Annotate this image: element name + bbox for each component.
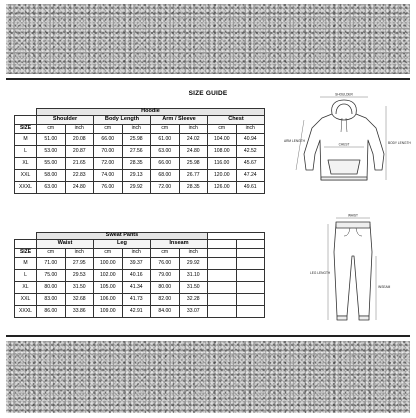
table-cell: 100.00	[94, 257, 123, 269]
unit-header: inch	[179, 125, 208, 134]
table-cell: 75.00	[37, 269, 66, 281]
table-cell: 41.73	[122, 294, 151, 306]
table-empty-cell	[208, 281, 237, 293]
table-cell: 41.34	[122, 281, 151, 293]
table-cell: 28.35	[122, 157, 151, 169]
table-cell: 72.00	[94, 157, 123, 169]
table-cell: 74.00	[94, 170, 123, 182]
table-empty-cell	[236, 257, 265, 269]
table-empty-cell	[208, 269, 237, 281]
table-cell: 20.08	[65, 133, 94, 145]
hoodie-diagram	[282, 92, 411, 192]
table-cell: 27.95	[65, 257, 94, 269]
group-header: Arm / Sleeve	[151, 116, 208, 125]
kangaroo-pocket	[328, 160, 360, 174]
table-row	[15, 281, 265, 293]
table-cell: 120.00	[208, 170, 237, 182]
body-length-label: BODY LENGTH	[388, 141, 411, 145]
table-row	[15, 294, 265, 306]
table-cell: 32.68	[65, 294, 94, 306]
size-column-header: SIZE	[15, 249, 37, 258]
table-cell: 55.00	[37, 157, 66, 169]
table-empty-cell	[208, 233, 265, 240]
size-cell: XXL	[15, 170, 37, 182]
table-empty-corner	[15, 240, 37, 249]
left-cuff	[337, 316, 347, 320]
sweatpants-diagram	[306, 212, 396, 330]
table-cell: 104.00	[208, 133, 237, 145]
table-row	[15, 306, 265, 318]
table-cell: 24.80	[65, 182, 94, 194]
pants-shape	[334, 224, 372, 316]
size-cell: XXXL	[15, 306, 37, 318]
table-cell: 108.00	[208, 145, 237, 157]
table-cell: 29.92	[179, 257, 208, 269]
unit-header: inch	[179, 249, 208, 258]
table-cell: 79.00	[151, 269, 180, 281]
arm-length-label: ARM LENGTH	[284, 139, 305, 143]
table-cell: 49.61	[236, 182, 265, 194]
group-header: Chest	[208, 116, 265, 125]
size-guide-sheet	[6, 78, 410, 337]
table-cell: 29.53	[65, 269, 94, 281]
size-cell: M	[15, 257, 37, 269]
table-cell: 63.00	[151, 145, 180, 157]
table-cell: 106.00	[94, 294, 123, 306]
unit-header: cm	[37, 249, 66, 258]
group-header: Shoulder	[37, 116, 94, 125]
table-cell: 20.87	[65, 145, 94, 157]
table-empty-cell	[236, 306, 265, 318]
table-cell: 25.98	[179, 157, 208, 169]
table-cell: 82.00	[151, 294, 180, 306]
table-cell: 61.00	[151, 133, 180, 145]
right-cuff	[359, 316, 369, 320]
table-cell: 76.00	[151, 257, 180, 269]
unit-header: cm	[151, 249, 180, 258]
size-cell: XXXL	[15, 182, 37, 194]
table-cell: 102.00	[94, 269, 123, 281]
table-cell: 80.00	[151, 281, 180, 293]
hoodie-hem	[321, 177, 367, 180]
table-cell: 24.80	[179, 145, 208, 157]
table-cell: 40.16	[122, 269, 151, 281]
table-cell: 63.00	[37, 182, 66, 194]
table-cell: 84.00	[151, 306, 180, 318]
table-cell: 25.98	[122, 133, 151, 145]
unit-header: cm	[94, 125, 123, 134]
table-cell: 47.24	[236, 170, 265, 182]
waist-label: WAIST	[348, 213, 358, 218]
unit-header: cm	[151, 125, 180, 134]
table-row	[15, 257, 265, 269]
table-cell: 40.94	[236, 133, 265, 145]
table-empty-corner	[15, 109, 37, 116]
table-cell: 51.00	[37, 133, 66, 145]
table-cell: 109.00	[94, 306, 123, 318]
unit-header: inch	[122, 125, 151, 134]
table-cell: 126.00	[208, 182, 237, 194]
hoodie-size-table	[14, 108, 265, 194]
table-cell: 68.00	[151, 170, 180, 182]
table-row	[15, 157, 265, 169]
table-cell: 31.50	[179, 281, 208, 293]
table-row	[15, 182, 265, 194]
unit-header: inch	[65, 125, 94, 134]
group-header: Leg	[94, 240, 151, 249]
table-row	[15, 133, 265, 145]
table-row	[15, 269, 265, 281]
unit-header: inch	[236, 125, 265, 134]
shoulder-label: SHOULDER	[335, 92, 353, 97]
unit-header: cm	[37, 125, 66, 134]
leg-length-label: LEG LENGTH	[310, 271, 331, 275]
table-cell: 42.52	[236, 145, 265, 157]
unit-header: inch	[122, 249, 151, 258]
table-cell: 32.28	[179, 294, 208, 306]
page-title: SIZE GUIDE	[188, 90, 228, 97]
group-header: Body Length	[94, 116, 151, 125]
size-cell: L	[15, 145, 37, 157]
table-cell: 71.00	[37, 257, 66, 269]
table-empty-cell	[208, 249, 237, 258]
table-cell: 39.37	[122, 257, 151, 269]
table-cell: 76.00	[94, 182, 123, 194]
table-empty-cell	[236, 240, 265, 249]
table-empty-corner	[15, 233, 37, 240]
decorative-texture-bottom	[6, 341, 410, 413]
table-empty-cell	[208, 240, 237, 249]
table-cell: 21.65	[65, 157, 94, 169]
table-cell: 24.02	[179, 133, 208, 145]
hood-shape	[332, 100, 357, 120]
table-empty-cell	[208, 294, 237, 306]
table-empty-cell	[236, 281, 265, 293]
size-cell: M	[15, 133, 37, 145]
unit-header: cm	[94, 249, 123, 258]
table-cell: 105.00	[94, 281, 123, 293]
table-row	[15, 145, 265, 157]
size-cell: L	[15, 269, 37, 281]
table-empty-corner	[15, 116, 37, 125]
table-cell: 27.56	[122, 145, 151, 157]
table-row	[15, 170, 265, 182]
pants-size-table	[14, 232, 265, 318]
table-cell: 83.00	[37, 294, 66, 306]
table-empty-cell	[236, 294, 265, 306]
table-cell: 86.00	[37, 306, 66, 318]
table-cell: 31.50	[65, 281, 94, 293]
table-cell: 28.35	[179, 182, 208, 194]
waistband	[336, 222, 370, 228]
table-cell: 116.00	[208, 157, 237, 169]
table-cell: 80.00	[37, 281, 66, 293]
size-cell: XXL	[15, 294, 37, 306]
table-cell: 45.67	[236, 157, 265, 169]
table-cell: 33.07	[179, 306, 208, 318]
table-cell: 70.00	[94, 145, 123, 157]
table-cell: 31.10	[179, 269, 208, 281]
chest-label: CHEST	[338, 142, 350, 147]
table-empty-cell	[208, 306, 237, 318]
table-cell: 29.13	[122, 170, 151, 182]
size-cell: XL	[15, 157, 37, 169]
size-column-header: SIZE	[15, 125, 37, 134]
size-cell: XL	[15, 281, 37, 293]
table-cell: 33.86	[65, 306, 94, 318]
table-cell: 66.00	[151, 157, 180, 169]
inseam-label: INSEAM	[378, 285, 391, 289]
decorative-texture-top	[6, 4, 410, 74]
pants-caption: Sweat Pants	[37, 233, 208, 240]
unit-header: inch	[65, 249, 94, 258]
table-cell: 22.83	[65, 170, 94, 182]
arm-measure-line	[296, 120, 304, 170]
group-header: Waist	[37, 240, 94, 249]
table-cell: 58.00	[37, 170, 66, 182]
table-cell: 29.92	[122, 182, 151, 194]
table-cell: 66.00	[94, 133, 123, 145]
table-empty-cell	[236, 249, 265, 258]
group-header: Inseam	[151, 240, 208, 249]
table-cell: 42.91	[122, 306, 151, 318]
hoodie-caption: Hoodie	[37, 109, 265, 116]
table-cell: 72.00	[151, 182, 180, 194]
unit-header: cm	[208, 125, 237, 134]
table-cell: 26.77	[179, 170, 208, 182]
table-cell: 53.00	[37, 145, 66, 157]
table-empty-cell	[236, 269, 265, 281]
table-empty-cell	[208, 257, 237, 269]
